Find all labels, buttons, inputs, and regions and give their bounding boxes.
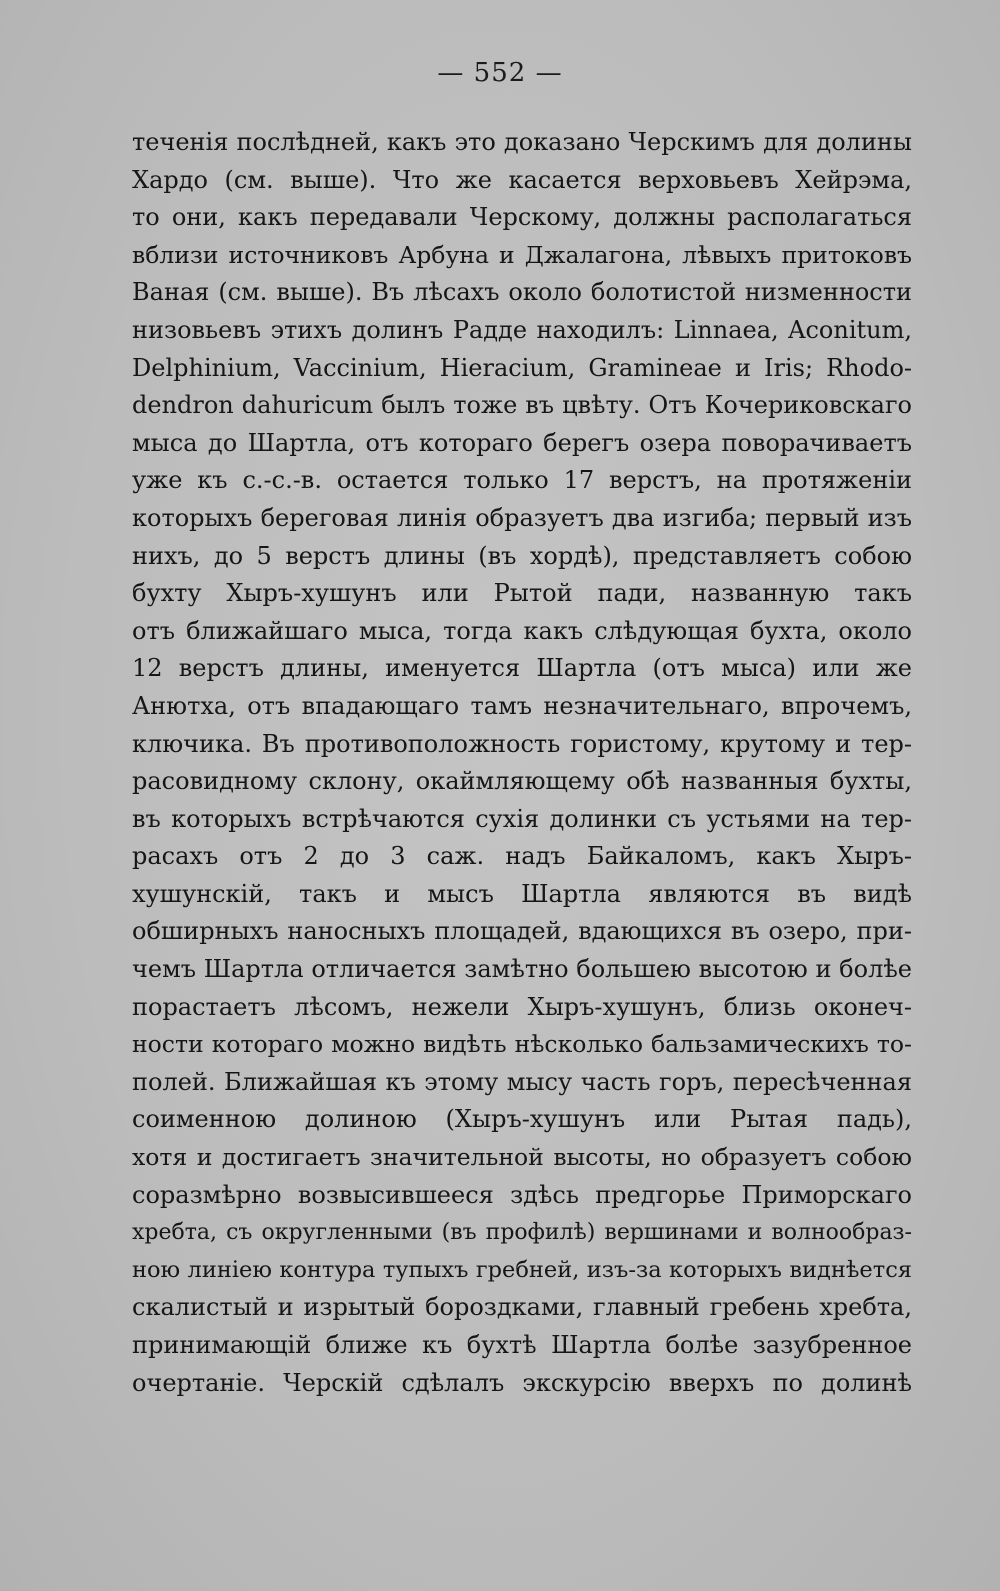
text-line: ключика. Въ противоположность гористому, крутому и тер- bbox=[132, 729, 912, 758]
text-line: Delphinium, Vaccinium, Hieracium, Gramineae и Iris; Rhodo- bbox=[132, 353, 912, 382]
text-line: бухту Хыръ-хушунъ или Рытой пади, названную такъ bbox=[132, 579, 912, 608]
text-line: скалистый и изрытый бороздками, главный гребень хребта, bbox=[132, 1293, 912, 1322]
text-line: расахъ отъ 2 до 3 саж. надъ Байкаломъ, какъ Хыръ- bbox=[132, 842, 912, 871]
text-line: то они, какъ передавали Черскому, должны располагаться bbox=[132, 203, 912, 232]
text-line: ною линіею контура тупыхъ гребней, изъ-за которыхъ виднѣется bbox=[132, 1256, 912, 1283]
text-line: низовьевъ этихъ долинъ Радде находилъ: Linnaea, Aconitum, bbox=[132, 315, 912, 344]
text-line: Ваная (см. выше). Въ лѣсахъ около болотистой низменности bbox=[132, 278, 912, 307]
text-line: полей. Ближайшая къ этому мысу часть горъ, пересѣченная bbox=[132, 1067, 912, 1096]
text-line: соименною долиною (Хыръ-хушунъ или Рытая падь), bbox=[132, 1105, 912, 1134]
text-line: расовидному склону, окаймляющему обѣ названныя бухты, bbox=[132, 767, 912, 796]
text-line: нихъ, до 5 верстъ длины (въ хордѣ), представляетъ собою bbox=[132, 541, 912, 570]
body-text bbox=[132, 124, 912, 1402]
text-line: хотя и достигаетъ значительной высоты, но образуетъ собою bbox=[132, 1143, 912, 1172]
text-line: Хардо (см. выше). Что же касается верховьевъ Хейрэма, bbox=[132, 165, 912, 194]
text-line: въ которыхъ встрѣчаются сухія долинки съ устьями на тер- bbox=[132, 804, 912, 833]
text-line: принимающій ближе къ бухтѣ Шартла болѣе зазубренное bbox=[132, 1331, 912, 1359]
text-line: вблизи источниковъ Арбуна и Джалагона, лѣвыхъ притоковъ bbox=[132, 240, 912, 269]
text-line: хребта, съ округленными (въ профилѣ) вершинами и волнообраз- bbox=[132, 1220, 912, 1246]
text-line: 12 верстъ длины, именуется Шартла (отъ мыса) или же bbox=[132, 654, 912, 683]
page-number: — 552 — bbox=[437, 58, 563, 88]
text-line: отъ ближайшаго мыса, тогда какъ слѣдующая бухта, около bbox=[132, 616, 912, 645]
text-line: очертаніе. Черскій сдѣлалъ экскурсію вверхъ по долинѣ bbox=[132, 1368, 912, 1397]
text-line: теченія послѣдней, какъ это доказано Черскимъ для долины bbox=[132, 128, 912, 156]
text-line: уже къ с.-с.-в. остается только 17 верстъ, на протяженіи bbox=[132, 466, 912, 495]
text-line: хушунскій, такъ и мысъ Шартла являются въ видѣ bbox=[132, 879, 912, 908]
text-line: обширныхъ наносныхъ площадей, вдающихся въ озеро, при- bbox=[132, 917, 912, 946]
text-line: Анютха, отъ впадающаго тамъ незначительнаго, впрочемъ, bbox=[132, 691, 912, 720]
text-line: dendron dahuricum былъ тоже въ цвѣту. Отъ Кочериковскаго bbox=[132, 391, 912, 420]
text-line: которыхъ береговая линія образуетъ два изгиба; первый изъ bbox=[132, 503, 912, 532]
text-line: порастаетъ лѣсомъ, нежели Хыръ-хушунъ, близь оконеч- bbox=[132, 992, 912, 1021]
text-line: мыса до Шартла, отъ котораго берегъ озера поворачиваетъ bbox=[132, 428, 912, 457]
text-line: соразмѣрно возвысившееся здѣсь предгорье Приморскаго bbox=[132, 1180, 912, 1209]
text-line: чемъ Шартла отличается замѣтно большею высотою и болѣе bbox=[132, 955, 912, 984]
text-line: ности котораго можно видѣть нѣсколько бальзамическихъ то- bbox=[132, 1030, 912, 1059]
